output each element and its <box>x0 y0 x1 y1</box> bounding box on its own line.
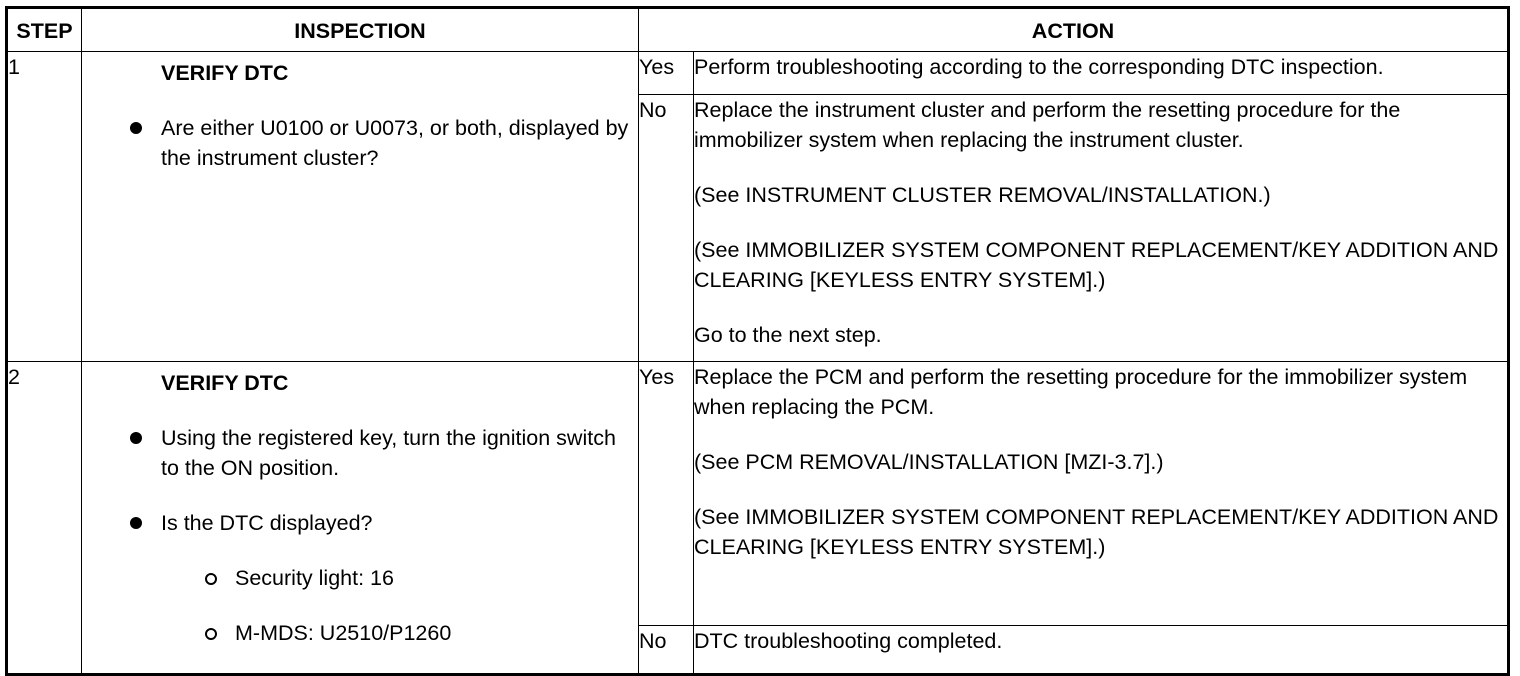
step-2-no-action-text: DTC troubleshooting completed. <box>694 628 1003 653</box>
step-1-bullet-1-text: Are either U0100 or U0073, or both, displayed by the instrument cluster? <box>161 116 629 170</box>
step-2-yes-action <box>694 362 1509 626</box>
step-2-number: 2 <box>7 362 82 675</box>
step-2-yes-action-line-2: (See PCM REMOVAL/INSTALLATION [MZI-3.7].) <box>694 450 1164 474</box>
step-2-inspection <box>82 362 639 675</box>
step-2-sub-bullet-2-text: M-MDS: U2510/P1260 <box>235 621 452 645</box>
bullet-ring-icon <box>205 573 217 585</box>
step-1-no-action-line-2: (See INSTRUMENT CLUSTER REMOVAL/INSTALLATION.) <box>694 183 1271 207</box>
header-row <box>7 8 1509 52</box>
step-2-title: VERIFY DTC <box>161 371 289 395</box>
step-2-bullet-1 <box>82 423 638 483</box>
step-column-header: STEP <box>7 8 82 52</box>
bullet-dot-icon <box>130 517 142 529</box>
step-1-no-action <box>694 95 1509 362</box>
step-1-bullet-1 <box>82 113 638 173</box>
step-1-yes-row <box>7 52 1509 95</box>
step-2-bullet-2 <box>82 508 638 538</box>
step-2-yes-row <box>7 362 1509 626</box>
step-2-yes-label: Yes <box>639 362 694 626</box>
step-1-no-label: No <box>639 95 694 362</box>
diagnostic-table <box>5 6 1510 676</box>
step-1-no-action-line-4: Go to the next step. <box>694 323 882 347</box>
step-1-yes-action <box>694 52 1509 95</box>
bullet-dot-icon <box>130 432 142 444</box>
step-2-bullet-1-text: Using the registered key, turn the ignition switch to the ON position. <box>161 426 616 480</box>
step-1-yes-action-text: Perform troubleshooting according to the corresponding DTC inspection. <box>694 55 1384 79</box>
step-1-yes-label: Yes <box>639 52 694 95</box>
step-1-inspection <box>82 52 639 362</box>
step-1-number: 1 <box>7 52 82 362</box>
bullet-ring-icon <box>205 628 217 640</box>
step-1-no-action-line-1: Replace the instrument cluster and perform the resetting procedure for the immobilizer system when replacing the instrument cluster. <box>694 98 1401 152</box>
step-2-yes-action-line-3: (See IMMOBILIZER SYSTEM COMPONENT REPLACEMENT/KEY ADDITION AND CLEARING [KEYLESS ENTRY SYSTEM].) <box>694 505 1499 559</box>
step-2-sub-bullet-2 <box>82 618 638 648</box>
inspection-column-header: INSPECTION <box>82 8 639 52</box>
step-2-no-label: No <box>639 625 694 674</box>
step-1-title: VERIFY DTC <box>161 61 289 85</box>
step-2-bullet-2-text: Is the DTC displayed? <box>161 511 373 535</box>
step-1-no-action-line-3: (See IMMOBILIZER SYSTEM COMPONENT REPLACEMENT/KEY ADDITION AND CLEARING [KEYLESS ENTRY SYSTEM].) <box>694 238 1499 292</box>
bullet-dot-icon <box>130 122 142 134</box>
action-column-header: ACTION <box>639 8 1509 52</box>
step-2-no-action <box>694 625 1509 674</box>
step-2-sub-bullet-1-text: Security light: 16 <box>235 566 394 590</box>
step-2-sub-bullet-1 <box>82 563 638 593</box>
step-2-yes-action-line-1: Replace the PCM and perform the resetting procedure for the immobilizer system when replacing the PCM. <box>694 365 1468 419</box>
